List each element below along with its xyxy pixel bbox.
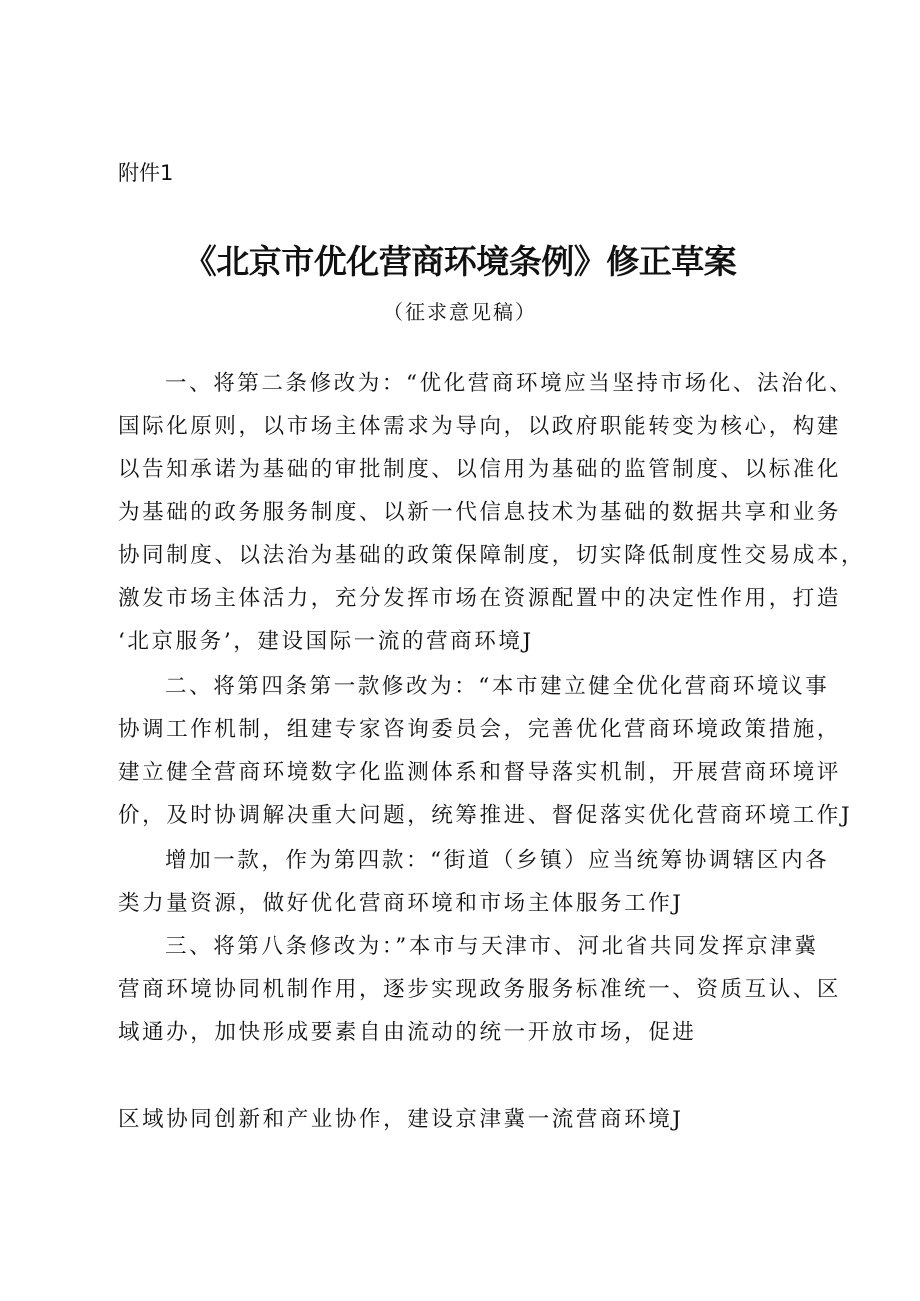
paragraph-line: 为基础的政务服务制度、以新一代信息技术为基础的数据共享和业务 [118, 500, 842, 525]
paragraph-line: 增加一款，作为第四款：“街道（乡镇）应当统筹协调辖区内各 [165, 848, 830, 873]
paragraph-line: 建立健全营商环境数字化监测体系和督导落实机制，开展营商环境评 [118, 760, 842, 785]
attachment-label: 附件1 [118, 161, 174, 185]
paragraph-line: 类力量资源，做好优化营商环境和市场主体服务工作J [118, 891, 684, 916]
paragraph-line: 国际化原则，以市场主体需求为导向，以政府职能转变为核心，构建 [118, 414, 842, 439]
paragraph-line: 协调工作机制，组建专家咨询委员会，完善优化营商环境政策措施， [118, 717, 842, 742]
paragraph-line: 区域协同创新和产业协作，建设京津冀一流营商环境J [118, 1107, 684, 1132]
document-subtitle: （征求意见稿） [383, 300, 537, 324]
paragraph-line: 协同制度、以法治为基础的政策保障制度，切实降低制度性交易成本， [118, 543, 866, 568]
document-title: 《北京市优化营商环境条例》修正草案 [183, 242, 737, 281]
paragraph-line: 一、将第二条修改为：“优化营商环境应当坚持市场化、法治化、 [165, 371, 854, 396]
paragraph-line: 三、将第八条修改为：”本市与天津市、河北省共同发挥京津冀 [165, 934, 819, 959]
paragraph-line: 激发市场主体活力，充分发挥市场在资源配置中的决定性作用，打造 [118, 586, 842, 611]
paragraph-line: 营商环境协同机制作用，逐步实现政务服务标准统一、资质互认、区 [118, 977, 842, 1002]
paragraph-line: 二、将第四条第一款修改为：“本市建立健全优化营商环境议事 [165, 674, 830, 699]
paragraph-line: 域通办，加快形成要素自由流动的统一开放市场，促进 [118, 1020, 697, 1045]
paragraph-line: ‘北京服务’，建设国际一流的营商环境J [118, 629, 534, 654]
paragraph-line: 价，及时协调解决重大问题，统筹推进、督促落实优化营商环境工作J [118, 803, 853, 828]
paragraph-line: 以告知承诺为基础的审批制度、以信用为基础的监管制度、以标准化 [118, 457, 842, 482]
